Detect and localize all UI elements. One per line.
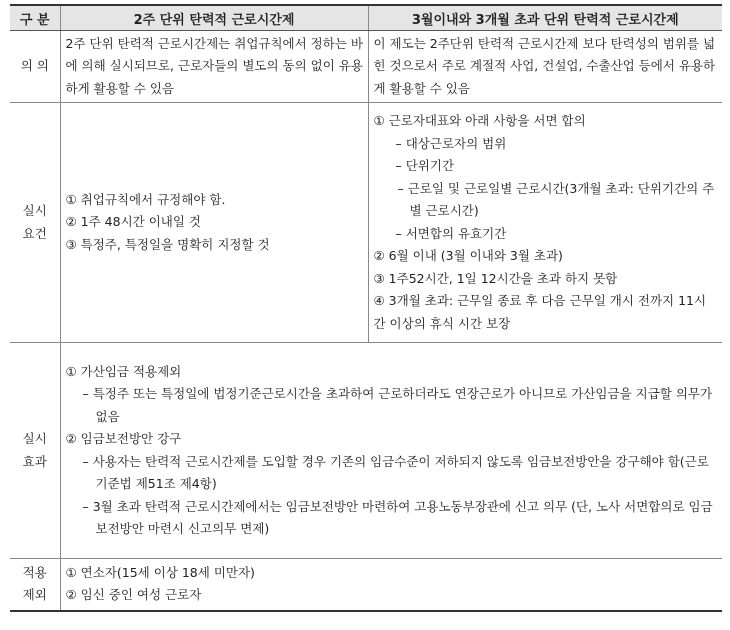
exclusion-content	[60, 559, 722, 611]
effect-1-sub: – 특정주 또는 특정일에 법정기준근로시간을 초과하여 근로하더라도 연장근로가 아니므로 가산임금을 지급할 의무가 없음	[82, 386, 713, 424]
row-label-requirements	[10, 103, 60, 343]
effect-2-sub-2: – 3월 초과 탄력적 근로시간제에서는 임금보전방안 마련하여 고용노동부장관에 신고 의무 (단, 노사 서면합의로 임금보전방안 마련시 신고의무 면제)	[82, 498, 713, 536]
effects-content	[60, 343, 722, 559]
requirement-two-week-1: ① 취업규칙에서 규정해야 함.	[65, 191, 226, 207]
row-effects	[10, 343, 722, 559]
effect-2: ② 임금보전방안 강구	[65, 431, 182, 446]
requirement-three-month-2: ② 6월 이내 (3월 이내와 3월 초과)	[373, 248, 563, 263]
requirement-two-week-2: ② 1주 48시간 이내일 것	[65, 214, 201, 230]
row-meaning	[10, 31, 722, 103]
requirement-sub-1: – 대상근로자의 범위	[395, 135, 507, 151]
row-label-exclusion-a: 적용	[22, 564, 47, 580]
requirement-two-week-3: ③ 특정주, 특정일을 명확히 지정할 것	[65, 236, 270, 252]
requirements-two-week	[60, 103, 368, 343]
header-row	[10, 5, 722, 31]
row-label-effects-a: 실시	[22, 431, 47, 446]
header-two-week-system: 2주 단위 탄력적 근로시간제	[60, 5, 368, 31]
requirement-three-month-3: ③ 1주52시간, 1일 12시간을 초과 하지 못함	[373, 270, 618, 286]
requirement-three-month-1: ① 근로자대표와 아래 사항을 서면 합의	[373, 113, 586, 128]
row-label-effects-b: 효과	[22, 453, 47, 469]
row-label-meaning: 의 의	[10, 31, 60, 103]
exclusion-1: ① 연소자(15세 이상 18세 미만자)	[65, 564, 255, 580]
requirement-sub-4: – 서면합의 유효기간	[395, 225, 507, 241]
requirement-three-month-4: ④ 3개월 초과: 근무일 종료 후 다음 근무일 개시 전까지 11시간 이상의 휴식 시간 보장	[373, 293, 707, 331]
meaning-two-week: 2주 단위 탄력적 근로시간제는 취업규칙에서 정하는 바에 의해 실시되므로, 근로자들의 별도의 동의 없이 유용하게 활용할 수 있음	[60, 31, 368, 103]
effect-2-sub-1: – 사용자는 탄력적 근로시간제를 도입할 경우 기존의 임금수준이 저하되지 않도록 임금보전방안을 강구해야 함(근로기준법 제51조 제4항)	[82, 453, 709, 491]
row-requirements	[10, 103, 722, 343]
meaning-three-month: 이 제도는 2주단위 탄력적 근로시간제 보다 탄력성의 범위를 넓힌 것으로서 주로 계절적 사업, 건설업, 수출산업 등에서 유용하게 활용할 수 있음	[368, 31, 722, 103]
comparison-table-container	[10, 4, 722, 612]
header-category: 구 분	[10, 5, 60, 31]
exclusion-2: ② 임신 중인 여성 근로자	[65, 587, 202, 603]
requirements-three-month	[368, 103, 722, 343]
row-label-exclusion	[10, 559, 60, 611]
comparison-table	[10, 4, 722, 612]
row-label-exclusion-b: 제외	[22, 587, 47, 603]
row-label-effects	[10, 343, 60, 559]
row-label-requirements-b: 요건	[22, 225, 47, 241]
requirement-sub-3: – 근로일 및 근로일별 근로시간(3개월 초과: 단위기간의 주별 근로시간)	[397, 180, 715, 218]
requirement-sub-2: – 단위기간	[395, 158, 455, 173]
row-label-requirements-a: 실시	[22, 203, 47, 218]
row-exclusion	[10, 559, 722, 611]
effect-1: ① 가산임금 적용제외	[65, 363, 182, 379]
header-three-month-system: 3월이내와 3개월 초과 단위 탄력적 근로시간제	[368, 5, 722, 31]
